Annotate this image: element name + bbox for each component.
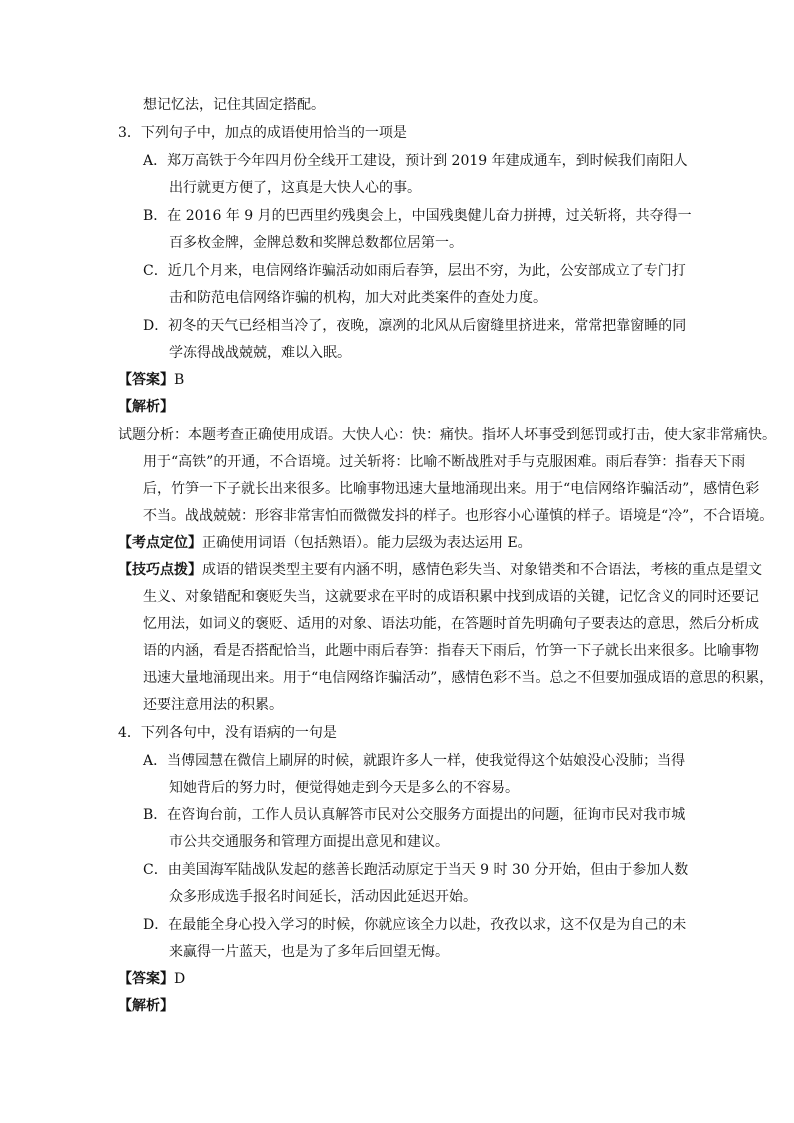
q3-jiqiao-line: 生义、对象错配和褒贬失当，这就要求在平时的成语积累中找到成语的关键，记忆含义的同时还要记 — [143, 589, 759, 605]
q4-option-d: D．在最能全身心投入学习的时候，你就应该全力以赴，孜孜以求，这不仅是为自己的未 — [143, 917, 687, 933]
q3-jiqiao-line: 还要注意用法的积累。 — [143, 697, 283, 713]
q3-option-b: B．在 2016 年 9 月的巴西里约残奥会上，中国残奥健儿奋力拼搏，过关斩将，共夺得一 — [143, 208, 692, 224]
q3-jiqiao-line: 成语的错误类型主要有内涵不明，感情色彩失当、对象错类和不合语法，考核的重点是望文 — [202, 562, 762, 578]
q3-analysis-line: 试题分析：本题考查正确使用成语。大快人心：快：痛快。指坏人坏事受到惩罚或打击，使大家非常痛快。 — [118, 427, 776, 443]
q3-analysis-label: 【解析】 — [118, 399, 174, 415]
q4-answer — [118, 970, 185, 988]
q3-answer — [118, 371, 184, 389]
q3-jiqiao-line: 语的内涵，看是否搭配恰当，此题中雨后春笋：指春天下雨后，竹笋一下子就长出来很多。比喻事物 — [143, 643, 759, 659]
q3-option-c-cont: 击和防范电信网络诈骗的机构，加大对此类案件的查处力度。 — [169, 290, 547, 306]
q3-option-a: A．郑万高铁于今年四月份全线开工建设，预计到 2019 年建成通车，到时候我们南阳人 — [143, 153, 688, 169]
q3-option-d: D．初冬的天气已经相当冷了，夜晚，凛冽的北风从后窗缝里挤进来，常常把靠窗睡的同 — [143, 318, 687, 334]
q4-answer-label: 【答案】 — [118, 971, 174, 987]
q3-option-d-cont: 学冻得战战兢兢，难以入眠。 — [169, 345, 351, 361]
q3-analysis-line: 用于“高铁”的开通，不合语境。过关斩将：比喻不断战胜对手与克服困难。雨后春笋：指春天下雨 — [143, 454, 746, 470]
q3-stem: 3．下列句子中，加点的成语使用恰当的一项是 — [118, 125, 407, 141]
q3-option-c: C．近几个月来，电信网络诈骗活动如雨后春笋，层出不穷，为此，公安部成立了专门打 — [143, 263, 686, 279]
q4-option-a: A．当傅园慧在微信上刷屏的时候，就跟许多人一样，使我觉得这个姑娘没心没肺；当得 — [143, 753, 686, 769]
q4-stem: 4．下列各句中，没有语病的一句是 — [118, 725, 337, 741]
q4-option-b: B．在咨询台前，工作人员认真解答市民对公交服务方面提出的问题，征询市民对我市城 — [143, 807, 686, 823]
q4-option-b-cont: 市公共交通服务和管理方面提出意见和建议。 — [169, 834, 449, 850]
q4-option-c-cont: 众多形成选手报名时间延长，活动因此延迟开始。 — [169, 889, 477, 905]
q3-jiqiao — [118, 561, 762, 579]
q3-kaodian-label: 【考点定位】 — [118, 535, 202, 551]
q3-jiqiao-label: 【技巧点拨】 — [118, 562, 202, 578]
q4-option-c: C．由美国海军陆战队发起的慈善长跑活动原定于当天 9 时 30 分开始，但由于参加人数 — [143, 862, 689, 878]
q3-option-a-cont: 出行就更方便了，这真是大快人心的事。 — [169, 180, 421, 196]
q4-option-a-cont: 知她背后的努力时，便觉得她走到今天是多么的不容易。 — [169, 780, 519, 796]
q3-analysis-line: 不当。战战兢兢：形容非常害怕而微微发抖的样子。也形容小心谨慎的样子。语境是“冷”，不合语境。 — [143, 508, 774, 524]
q4-analysis-label: 【解析】 — [118, 998, 174, 1014]
q3-option-b-cont: 百多枚金牌，金牌总数和奖牌总数都位居第一。 — [169, 235, 463, 251]
q3-answer-value: B — [174, 372, 185, 388]
q3-jiqiao-line: 忆用法，如词义的褒贬、适用的对象、语法功能，在答题时首先明确句子要表达的意思，然后分析成 — [143, 616, 759, 632]
q3-analysis-line: 后，竹笋一下子就长出来很多。比喻事物迅速大量地涌现出来。用于“电信网络诈骗活动”，感情色彩 — [143, 481, 760, 497]
q3-jiqiao-line: 迅速大量地涌现出来。用于“电信网络诈骗活动”，感情色彩不当。总之不但要加强成语的意思的积累， — [143, 670, 774, 686]
q3-kaodian-text: 正确使用词语（包括熟语）。能力层级为表达运用 E。 — [202, 535, 532, 551]
q3-kaodian — [118, 534, 532, 552]
continuation-text: 想记忆法，记住其固定搭配。 — [143, 97, 325, 113]
q4-option-d-cont: 来赢得一片蓝天，也是为了多年后回望无悔。 — [169, 944, 449, 960]
q3-answer-label: 【答案】 — [118, 372, 174, 388]
q4-answer-value: D — [174, 971, 186, 987]
